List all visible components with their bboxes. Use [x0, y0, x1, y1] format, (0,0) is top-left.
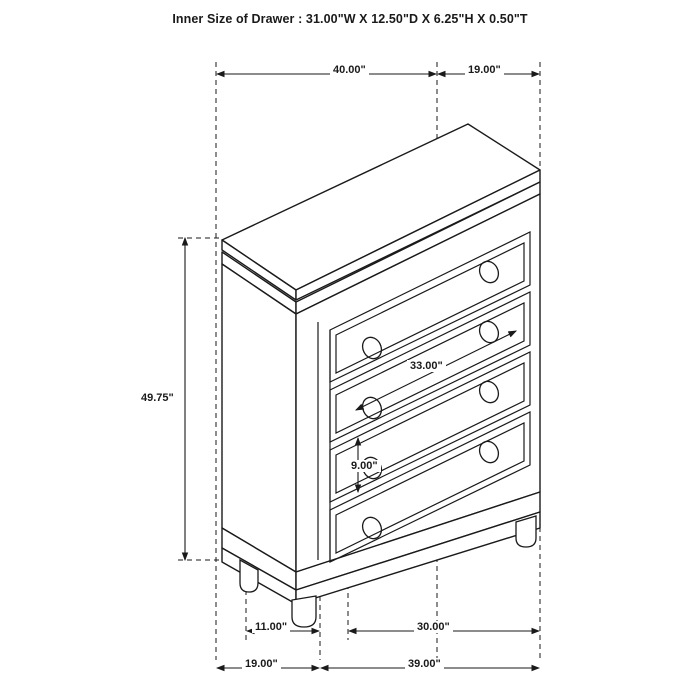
dim-label-depth-lower: 19.00" [242, 658, 281, 670]
dim-label-foot-width: 11.00" [252, 621, 290, 633]
dim-label-drawer-width: 33.00" [407, 360, 446, 372]
dim-label-drawer-height: 9.00" [348, 460, 381, 472]
dim-label-depth-upper: 30.00" [414, 621, 453, 633]
page-title: Inner Size of Drawer : 31.00"W X 12.50"D X 6.25"H X 0.50"T [172, 12, 528, 26]
dim-label-bottom-width: 39.00" [405, 658, 444, 670]
dim-label-height-left: 49.75" [138, 392, 177, 404]
dim-label-top-left: 40.00" [330, 64, 369, 76]
chest-front-face [222, 264, 296, 572]
foot-front [292, 596, 316, 627]
foot-right [516, 516, 536, 547]
dim-label-top-right: 19.00" [465, 64, 504, 76]
